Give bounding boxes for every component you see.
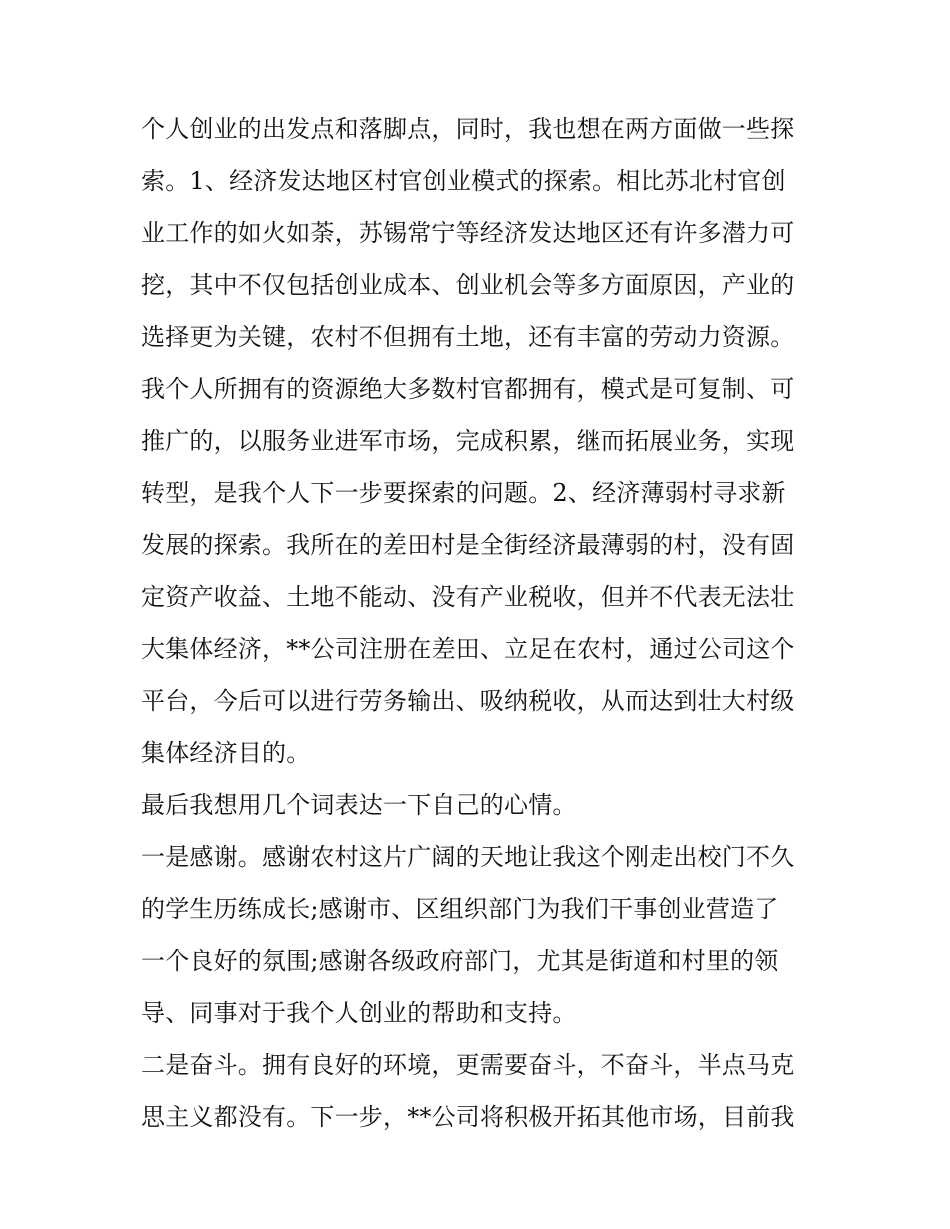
text-line: 一个良好的氛围;感谢各级政府部门，尤其是街道和村里的领 (141, 947, 779, 975)
text-line: 最后我想用几个词表达一下自己的心情。 (141, 791, 577, 819)
text-line: 转型，是我个人下一步要探索的问题。2、经济薄弱村寻求新 (141, 479, 786, 507)
text-line: 业工作的如火如荼，苏锡常宁等经济发达地区还有许多潜力可 (141, 219, 795, 247)
text-line: 集体经济目的。 (141, 739, 311, 767)
text-line: 一是感谢。感谢农村这片广阔的天地让我这个刚走出校门不久 (141, 843, 795, 871)
text-line: 定资产收益、土地不能动、没有产业税收，但并不代表无法壮 (141, 583, 795, 611)
text-line: 二是奋斗。拥有良好的环境，更需要奋斗，不奋斗，半点马克 (141, 1051, 795, 1079)
text-line: 思主义都没有。下一步，**公司将积极开拓其他市场，目前我 (141, 1103, 795, 1131)
text-line: 推广的，以服务业进军市场，完成积累，继而拓展业务，实现 (141, 427, 795, 455)
text-line: 发展的探索。我所在的差田村是全街经济最薄弱的村，没有固 (141, 531, 795, 559)
text-line: 挖，其中不仅包括创业成本、创业机会等多方面原因，产业的 (141, 271, 795, 299)
text-line: 大集体经济，**公司注册在差田、立足在农村，通过公司这个 (141, 635, 795, 663)
text-line: 我个人所拥有的资源绝大多数村官都拥有，模式是可复制、可 (141, 375, 795, 403)
text-line: 的学生历练成长;感谢市、区组织部门为我们干事创业营造了 (141, 895, 779, 923)
text-line: 个人创业的出发点和落脚点，同时，我也想在两方面做一些探 (141, 115, 795, 143)
body-text (141, 103, 813, 1143)
text-line: 索。1、经济发达地区村官创业模式的探索。相比苏北村官创 (141, 167, 786, 195)
text-line: 导、同事对于我个人创业的帮助和支持。 (141, 999, 577, 1027)
text-line: 平台，今后可以进行劳务输出、吸纳税收，从而达到壮大村级 (141, 687, 795, 715)
text-line: 选择更为关键，农村不但拥有土地，还有丰富的劳动力资源。 (141, 323, 795, 351)
